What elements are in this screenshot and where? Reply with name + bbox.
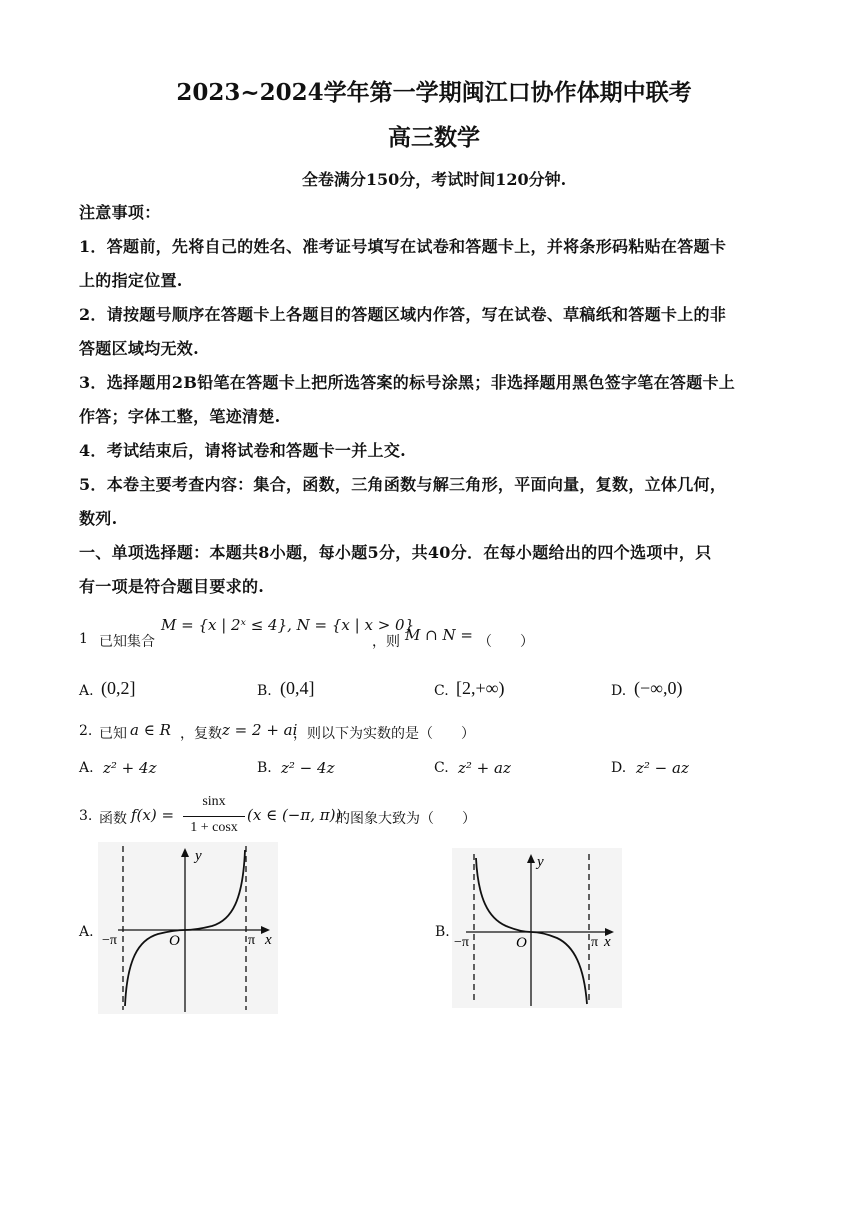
graph-a-neg-pi-label: −π xyxy=(102,933,117,948)
exam-meta: 全卷满分150分，考试时间120分钟. xyxy=(301,170,567,189)
question-2-suffix: ，则以下为实数的是（ ） xyxy=(293,726,475,742)
question-3-number: 3. xyxy=(79,808,93,824)
question-1-number: 1 xyxy=(79,631,88,647)
question-2-condition: a ∈ R xyxy=(130,721,171,739)
question-3-numerator: sinx xyxy=(202,794,226,809)
q2-option-c-value: z² + az xyxy=(458,759,511,777)
graph-b-label: B. xyxy=(435,924,450,940)
graph-a-y-label: y xyxy=(195,848,202,864)
note-line: 数列. xyxy=(79,509,118,528)
question-1-mid: ，则 xyxy=(372,634,400,650)
exam-title: 2023~2024学年第一学期闽江口协作体期中联考 xyxy=(176,79,692,106)
question-2-z: z = 2 + ai xyxy=(222,721,298,739)
question-1-expression: M ∩ N = xyxy=(405,626,473,644)
graph-b-y-label: y xyxy=(537,854,544,870)
question-3-fx: f(x) = xyxy=(131,806,175,824)
graph-a-origin-label: O xyxy=(169,933,180,949)
section-heading: 有一项是符合题目要求的. xyxy=(79,577,265,596)
q2-option-a-label: A. xyxy=(79,760,94,776)
q1-option-b-label: B. xyxy=(257,683,272,699)
question-3-denominator: 1 + cosx xyxy=(190,820,238,835)
question-2-number: 2. xyxy=(79,723,93,739)
note-line: 3．选择题用2B铅笔在答题卡上把所选答案的标号涂黑；非选择题用黑色签字笔在答题卡上 xyxy=(79,373,736,392)
q1-option-a-value: (0,2] xyxy=(101,678,136,698)
q1-option-b-value: (0,4] xyxy=(280,678,315,698)
note-line: 5．本卷主要考查内容：集合，函数，三角函数与解三角形，平面向量，复数，立体几何， xyxy=(79,475,727,494)
note-line: 答题区域均无效. xyxy=(79,339,199,358)
note-line: 2．请按题号顺序在答题卡上各题目的答题区域内作答，写在试卷、草稿纸和答题卡上的非 xyxy=(79,305,727,324)
graph-b xyxy=(452,848,622,1008)
question-3-prefix: 函数 xyxy=(99,811,127,827)
question-1-paren: （ ） xyxy=(478,634,534,650)
q2-option-a-value: z² + 4z xyxy=(103,759,157,777)
graph-b-neg-pi-label: −π xyxy=(454,935,469,950)
q1-option-c-label: C. xyxy=(434,683,449,699)
note-line: 4．考试结束后，请将试卷和答题卡一并上交. xyxy=(79,441,407,460)
q2-option-b-label: B. xyxy=(257,760,272,776)
q1-option-d-label: D. xyxy=(611,683,627,699)
q1-option-c-value: [2,+∞) xyxy=(456,678,505,698)
note-line: 作答；字体工整，笔迹清楚. xyxy=(79,407,281,426)
graph-a-pi-label: π xyxy=(248,933,256,948)
q1-option-a-label: A. xyxy=(79,683,94,699)
question-2-prefix: 已知 xyxy=(99,726,127,742)
q2-option-d-label: D. xyxy=(611,760,627,776)
graph-b-origin-label: O xyxy=(516,935,527,951)
q2-option-b-value: z² − 4z xyxy=(281,759,335,777)
graph-b-pi-label: π xyxy=(591,935,599,950)
q1-option-d-value: (−∞,0) xyxy=(634,678,683,698)
exam-subject: 高三数学 xyxy=(388,124,480,151)
question-2-mid: ，复数 xyxy=(180,726,222,742)
graph-a-x-label: x xyxy=(265,932,272,948)
note-line: 1．答题前，先将自己的姓名、准考证号填写在试卷和答题卡上，并将条形码粘贴在答题卡 xyxy=(79,237,727,256)
question-1-prefix: 已知集合 xyxy=(99,634,155,650)
question-3-domain: (x ∈ (−π, π)) xyxy=(247,806,342,824)
note-line: 上的指定位置. xyxy=(79,271,183,290)
notes-heading: 注意事项： xyxy=(79,203,161,222)
question-3-suffix: 的图象大致为（ ） xyxy=(336,811,476,827)
section-heading: 一、单项选择题：本题共8小题，每小题5分，共40分．在每小题给出的四个选项中，只 xyxy=(79,543,712,562)
q2-option-d-value: z² − az xyxy=(636,759,689,777)
q2-option-c-label: C. xyxy=(434,760,449,776)
question-3-fraction-bar xyxy=(183,816,245,817)
graph-a xyxy=(98,842,278,1014)
graph-b-x-label: x xyxy=(604,934,611,950)
question-1-sets: M = {x | 2ˣ ≤ 4}, N = {x | x > 0} xyxy=(161,616,415,634)
graph-a-label: A. xyxy=(79,924,94,940)
